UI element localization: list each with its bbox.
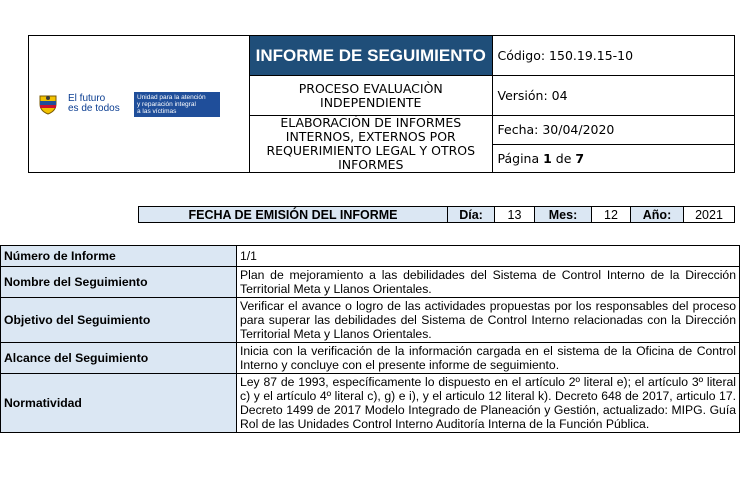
table-row — [1, 343, 740, 374]
month-label: Mes: — [535, 207, 592, 223]
row-value: Verificar el avance o logro de las actividades propuestas por los responsables del proceso para superar las debilidades del Sistema de Control Interno relacionadas con la Dirección Territorial Meta y Llanos Orientales. — [237, 298, 740, 343]
row-key: Objetivo del Seguimiento — [1, 298, 237, 343]
subprocess-name: ELABORACIÓN DE INFORMES INTERNOS, EXTERNOS POR REQUERIMIENTO LEGAL Y OTROS INFORMES — [250, 116, 493, 173]
document-header — [28, 35, 735, 173]
table-row — [1, 267, 740, 298]
year-value: 2021 — [684, 207, 735, 223]
table-row — [1, 374, 740, 433]
organization-logo — [29, 36, 249, 172]
unit-name: Unidad para la atención y reparación integral a las víctimas — [134, 92, 220, 117]
page-mid: de — [551, 150, 576, 166]
page-total: 7 — [575, 150, 585, 166]
coat-of-arms-icon — [37, 93, 59, 115]
row-key: Normatividad — [1, 374, 237, 433]
row-key: Número de Informe — [1, 246, 237, 267]
slogan-text: El futuro es de todos — [68, 93, 120, 114]
day-value: 13 — [495, 207, 535, 223]
page-counter — [492, 144, 735, 173]
page-prefix: Página — [497, 150, 544, 166]
emission-date-table — [138, 206, 735, 223]
report-info-table — [0, 245, 740, 433]
emission-label: FECHA DE EMISIÓN DEL INFORME — [139, 207, 448, 223]
row-value: 1/1 — [237, 246, 740, 267]
row-value: Ley 87 de 1993, específicamente lo dispuesto en el artículo 2º literal e); el artículo 3º literal c) y el artículo 4º literal c), g) e i), y el articulo 12 literal k). Decreto 648 de 2017, articulo 17. Decreto 1499 de 2017 Modelo Integrado de Planeación y Gestión, actualizado: MIPG. Guía Rol de las Unidades Control Interno Auditoría Interna de la Función Pública. — [237, 374, 740, 433]
table-row — [1, 298, 740, 343]
document-date: Fecha: 30/04/2020 — [492, 116, 735, 145]
document-title: INFORME DE SEGUIMIENTO — [250, 36, 493, 76]
table-row — [1, 246, 740, 267]
day-label: Día: — [448, 207, 495, 223]
document-code: Código: 150.19.15-10 — [492, 36, 735, 76]
month-value: 12 — [592, 207, 631, 223]
logo-cell — [29, 36, 250, 173]
row-value: Inicia con la verificación de la información cargada en el sistema de la Oficina de Control Interno y concluye con el presente informe de seguimiento. — [237, 343, 740, 374]
row-key: Alcance del Seguimiento — [1, 343, 237, 374]
row-key: Nombre del Seguimiento — [1, 267, 237, 298]
process-name: PROCESO EVALUACIÒN INDEPENDIENTE — [250, 76, 493, 116]
year-label: Año: — [631, 207, 684, 223]
row-value: Plan de mejoramiento a las debilidades del Sistema de Control Interno de la Dirección Territorial Meta y Llanos Orientales. — [237, 267, 740, 298]
page-current: 1 — [543, 150, 552, 166]
document-version: Versión: 04 — [492, 76, 735, 116]
